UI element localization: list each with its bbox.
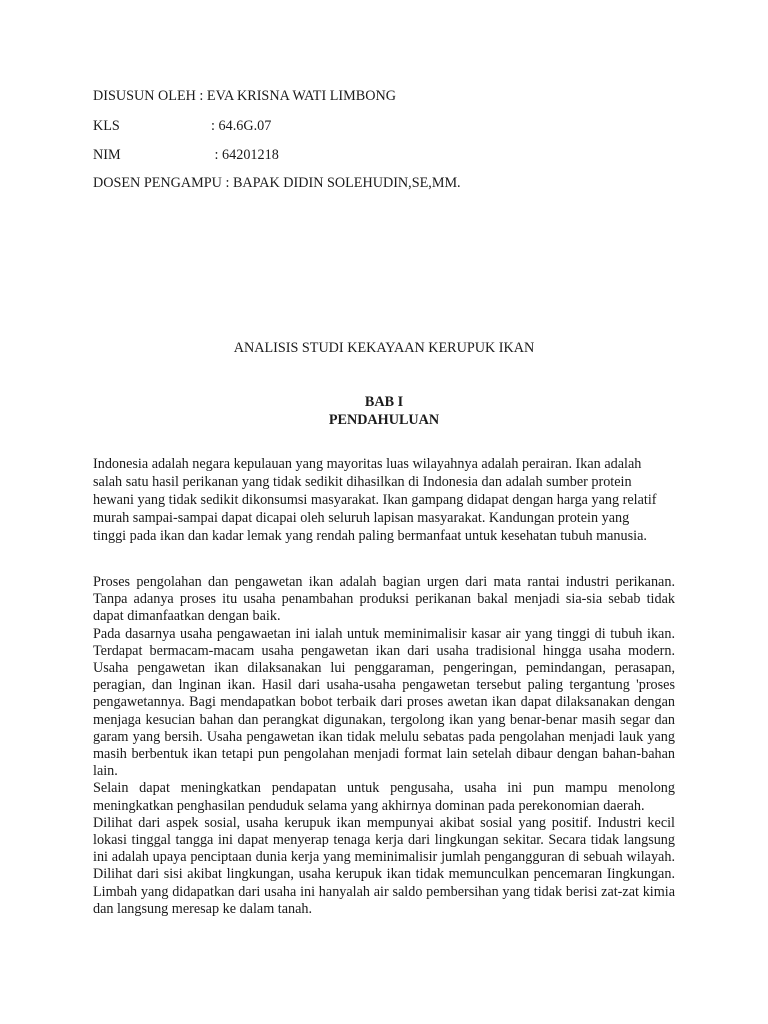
class-value: 64.6G.07 [218, 118, 272, 134]
author-line: DISUSUN OLEH : EVA KRISNA WATI LIMBONG [93, 88, 396, 104]
body-paragraph: Pada dasarnya usaha pengawaetan ini ialah untuk meminimalisir kasar air yang tinggi di tubuh ikan. Terdapat bermacam-macam usaha pengawetan ikan dari usaha tradisional hingga usaha modern. Usaha pengawetan ikan dilaksanakan lui penggaraman, pengeringan, pemindangan, perasapan, peragian, dan lnginan ikan. Hasil dari usaha-usaha pengawetan tersebut paling tergantung 'proses pengawetannya. Bagi mendapatkan bobot terbaik dari proses awetan ikan dapat dilaksanakan dengan menjaga kesucian bahan dan perangkat digunakan, tergolong ikan yang benar-benar masih segar dan garam yang bersih. Usaha pengawetan ikan tidak melulu sebatas pada pengolahan menjadi lauk yang masih berbentuk ikan tetapi pun pengolahan menjadi format lain setelah dibaur dengan bahan-bahan lain. [93, 625, 675, 780]
lecturer-line: DOSEN PENGAMPU : BAPAK DIDIN SOLEHUDIN,SE,MM. [93, 175, 461, 191]
intro-paragraph: Indonesia adalah negara kepulauan yang mayoritas luas wilayahnya adalah perairan. Ikan adalah salah satu hasil perikanan yang tidak sedikit dihasilkan di Indonesia dan adalah sumber protein hewani yang tidak sedikit dikonsumsi masyarakat. Ikan gampang didapat dengan harga yang relatif murah sampai-sampai dapat dicapai oleh seluruh lapisan masyarakat. Kandungan protein yang tinggi pada ikan dan kadar lemak yang rendah paling bermanfaat untuk kesehatan tubuh manusia. [93, 456, 657, 544]
class-label: KLS [93, 118, 120, 134]
document-title: ANALISIS STUDI KEKAYAAN KERUPUK IKAN [233, 340, 535, 356]
author-value: EVA KRISNA WATI LIMBONG [206, 88, 396, 104]
nim-line: NIM : 64201218 [93, 147, 279, 163]
class-line: KLS : 64.6G.07 [93, 118, 272, 134]
body-paragraph: Proses pengolahan dan pengawetan ikan adalah bagian urgen dari mata rantai industri perikanan. Tanpa adanya proses itu usaha penambahan produksi perikanan bakal menjadi sia-sia sebab tidak dapat dimanfaatkan dengan baik. [93, 574, 675, 625]
body-paragraph: Selain dapat meningkatkan pendapatan untuk pengusaha, usaha ini pun mampu menolong meningkatkan penghasilan penduduk selama yang akhirnya dominan pada perekonomian daerah. [93, 780, 675, 814]
author-label: DISUSUN OLEH [93, 88, 196, 104]
chapter-number: BAB I [364, 394, 404, 410]
body-paragraph: Dilihat dari aspek sosial, usaha kerupuk ikan mempunyai akibat sosial yang positif. Industri kecil lokasi tinggal tangga ini dapat menyerap tenaga kerja dari lingkungan sekitar. Secara tidak langsung ini adalah upaya penciptaan dunia kerja yang meminimalisir jumlah pengangguran di sebuah wilayah. Dilihat dari sisi akibat lingkungan, usaha kerupuk ikan tidak memunculkan pencemaran Iingkungan. Limbah yang didapatkan dari usaha ini hanyalah air saldo pembersihan yang tidak berisi zat-zat kimia dan langsung meresap ke dalam tanah. [93, 814, 675, 917]
nim-label: NIM [93, 147, 121, 163]
nim-value: 64201218 [222, 147, 279, 163]
chapter-name: PENDAHULUAN [328, 412, 440, 428]
lecturer-value: BAPAK DIDIN SOLEHUDIN,SE,MM. [232, 175, 461, 191]
lecturer-label: DOSEN PENGAMPU [93, 175, 222, 191]
body-paragraphs [93, 574, 675, 918]
